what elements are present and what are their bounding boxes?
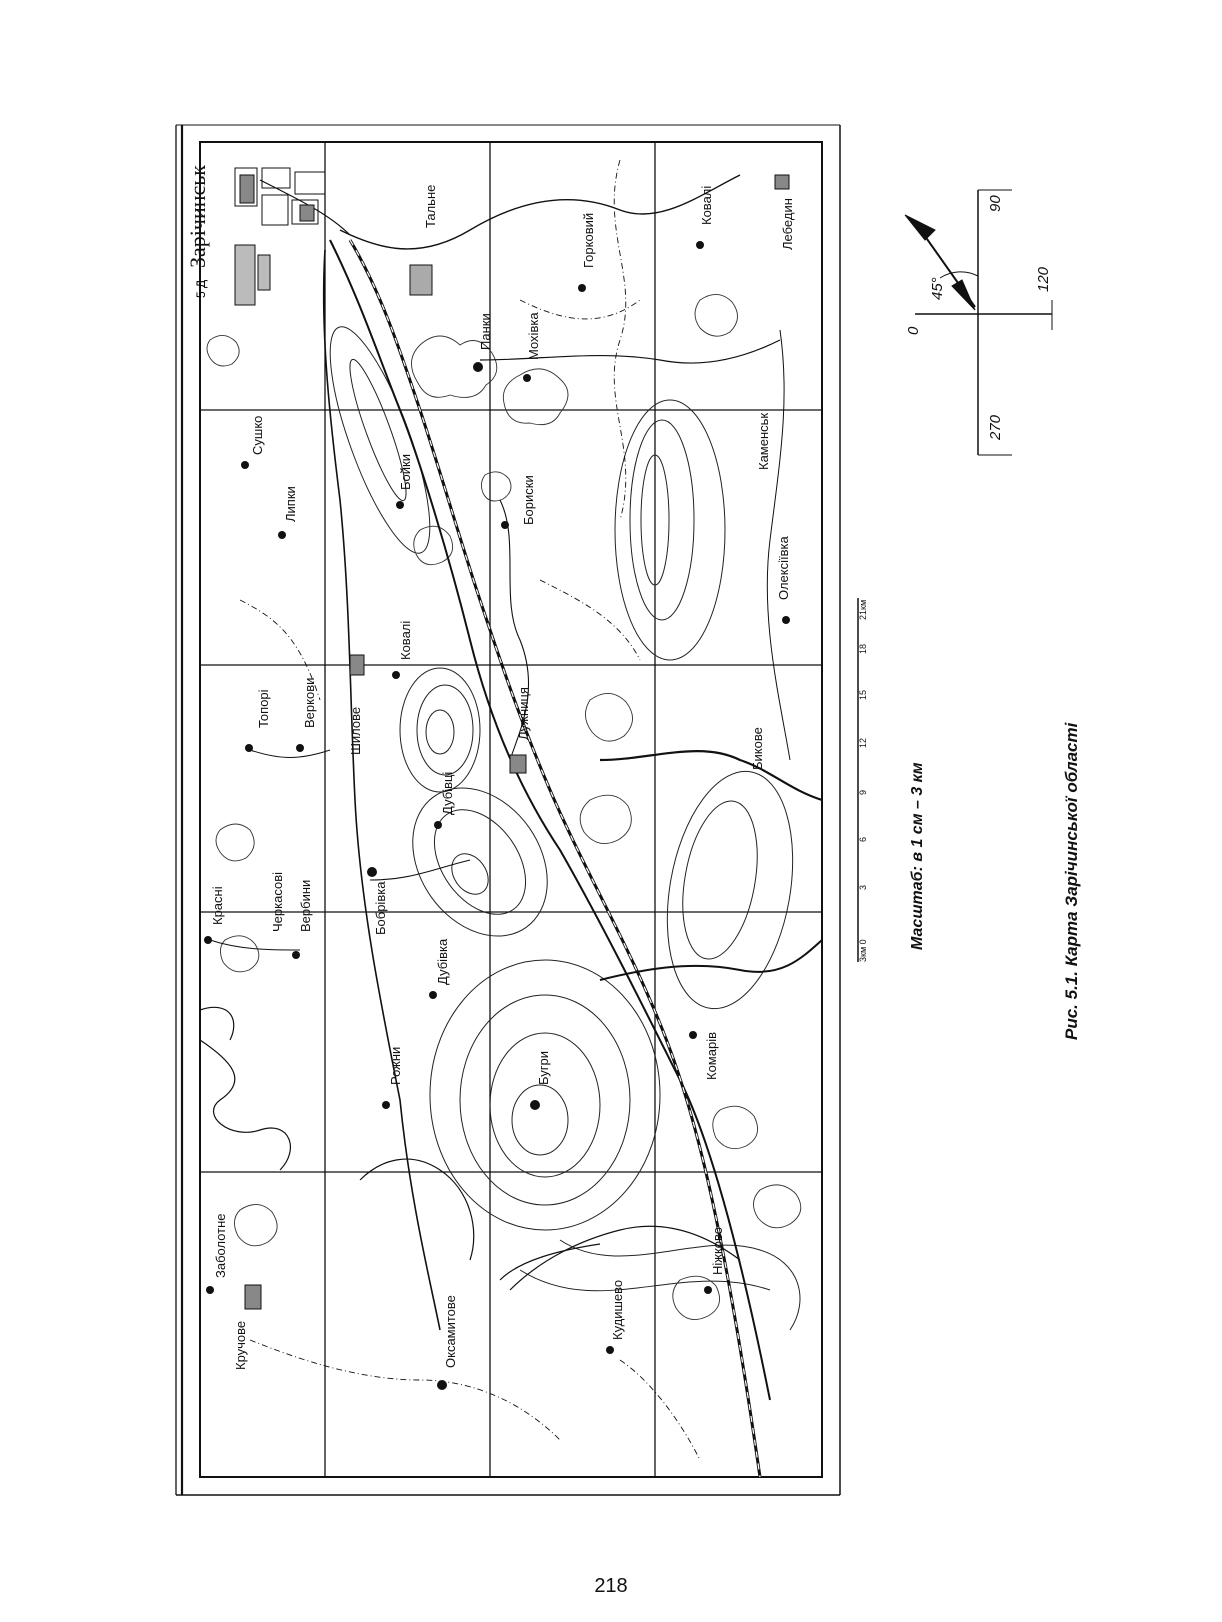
azimuth-label: 0 — [905, 326, 922, 335]
town-label: Горковий — [581, 212, 596, 268]
azimuth-label: 45° — [929, 277, 946, 300]
town-label: Дубівка — [435, 938, 450, 985]
town-label: Ковалі — [398, 620, 413, 660]
azimuth-label: 120 — [1035, 266, 1052, 292]
scale-title: Масштаб: в 1 см – 3 км — [909, 762, 926, 950]
town-label: Бикове — [750, 727, 765, 770]
town-label: Сушко — [250, 415, 265, 455]
page-number: 218 — [594, 1575, 628, 1597]
town-label: Бугри — [536, 1051, 551, 1085]
scale-bar — [858, 598, 926, 962]
contour-lines — [311, 317, 810, 1330]
scale-tick: 15 — [858, 689, 868, 700]
roads — [210, 175, 822, 1400]
town-label: Топорі — [256, 689, 271, 728]
town-label: Веркови — [302, 677, 317, 728]
town-label: Оксамитове — [443, 1295, 458, 1368]
scale-ticks — [858, 600, 868, 962]
town-label: Бобрівка — [373, 881, 388, 935]
forest-areas — [207, 294, 801, 1319]
scale-tick: 6 — [858, 836, 868, 842]
town-label: Бориски — [521, 475, 536, 525]
town-label: Ковалі — [699, 185, 714, 225]
town-label: Липки — [283, 486, 298, 522]
town-label: Бойки — [398, 454, 413, 490]
map-frame — [176, 125, 840, 1495]
town-label: Кручове — [233, 1320, 248, 1370]
town-label: Шилове — [348, 706, 363, 755]
town-label: Олексіївка — [776, 536, 791, 600]
map-header-text: Зарічинськ — [185, 165, 210, 268]
town-label: Мохівка — [526, 312, 541, 360]
corner-label: 5 Д — [194, 279, 208, 298]
town-label: Комарів — [704, 1032, 719, 1080]
azimuth-label: 90 — [987, 195, 1004, 212]
town-label: Тальне — [423, 184, 438, 228]
town-label: Лужниця — [516, 687, 531, 740]
town-label: Краснi — [210, 886, 225, 925]
town-label: Заболотне — [213, 1213, 228, 1278]
town-label: Кудишево — [610, 1279, 625, 1340]
azimuth-label: 270 — [987, 414, 1004, 440]
town-label: Лебедин — [780, 198, 795, 250]
town-label: Дубівці — [440, 771, 455, 815]
city-zarichynsk — [235, 168, 789, 1309]
scale-tick: 3 — [858, 884, 868, 890]
town-label: Рожни — [388, 1046, 403, 1085]
map-header — [185, 165, 210, 298]
scale-tick: 9 — [858, 789, 868, 795]
town-label: Черкасові — [270, 872, 285, 932]
railway — [350, 240, 760, 1477]
scale-tick: 3км 0 — [858, 939, 868, 962]
town-label: Ніжково — [710, 1226, 725, 1275]
azimuth-diagram — [905, 190, 1052, 455]
scale-tick: 18 — [858, 643, 868, 654]
scale-tick: 21км — [858, 599, 868, 620]
town-label: Вербини — [298, 879, 313, 932]
scale-tick: 12 — [858, 737, 868, 748]
town-label: Панки — [478, 313, 493, 350]
figure-caption: Рис. 5.1. Карта Зарічинської області — [1062, 722, 1081, 1040]
town-label: Каменськ — [756, 412, 771, 470]
